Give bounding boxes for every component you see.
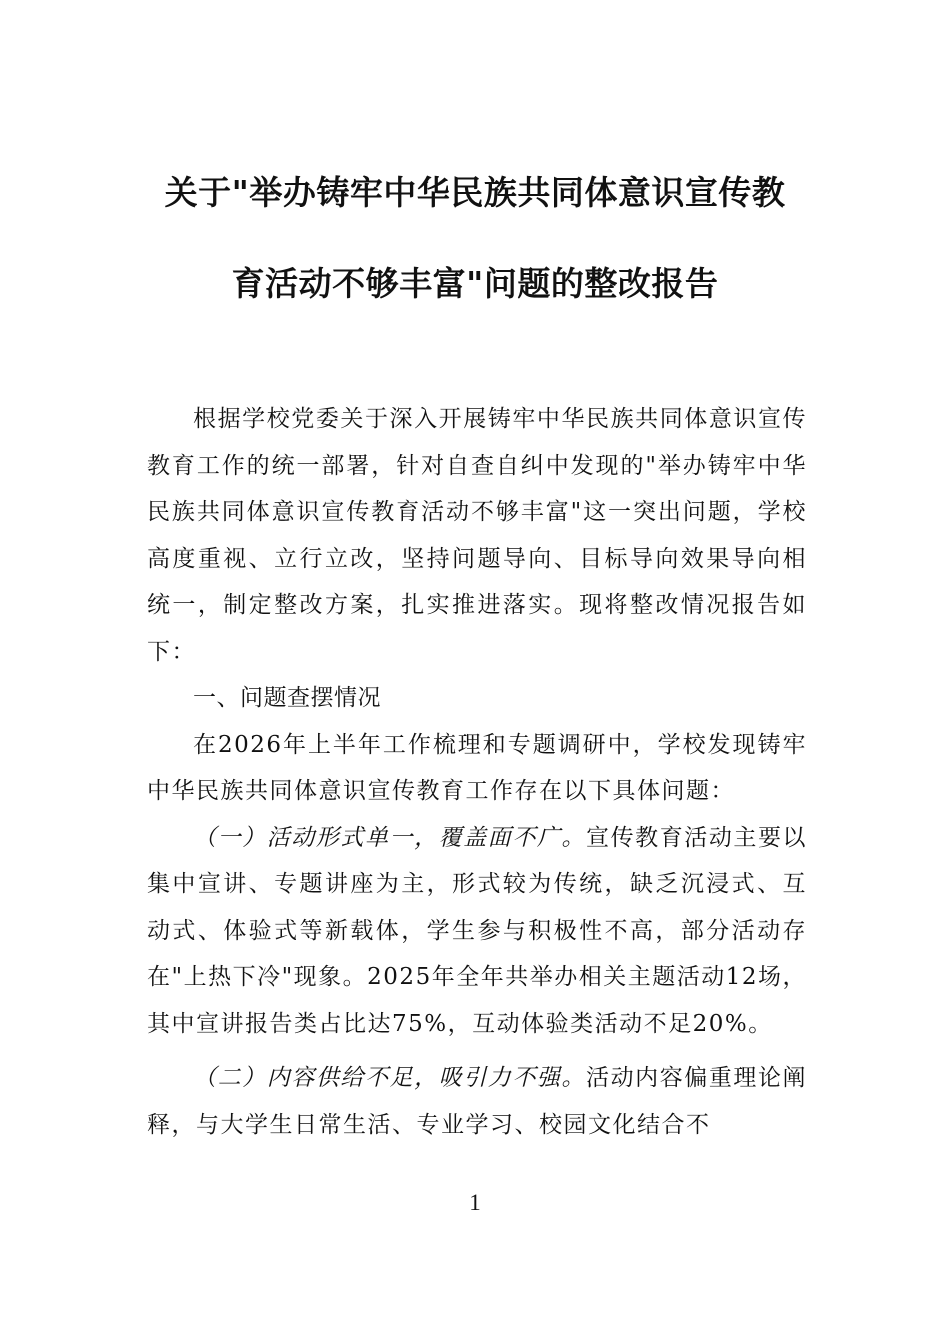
issue-item-1 <box>147 815 807 1048</box>
issue-item-2-lead: （二）内容供给不足，吸引力不强。 <box>193 1065 586 1091</box>
issue-item-2 <box>147 1055 807 1148</box>
issue-item-2-text: 活动内容偏重理论阐释，与大学生日常生活、专业学习、校园文化结合不 <box>147 1065 807 1138</box>
document-body <box>147 396 807 1148</box>
paragraph-spacer <box>147 1047 807 1055</box>
document-title <box>140 168 810 350</box>
section-heading-1: 一、问题查摆情况 <box>193 685 381 711</box>
section-1-intro-paragraph: 在2026年上半年工作梳理和专题调研中，学校发现铸牢中华民族共同体意识宣传教育工作存在以下具体问题： <box>147 731 807 804</box>
title-line-1: 关于"举办铸牢中华民族共同体意识宣传教 <box>164 173 786 212</box>
title-line-2: 育活动不够丰富"问题的整改报告 <box>231 264 719 303</box>
intro-paragraph: 根据学校党委关于深入开展铸牢中华民族共同体意识宣传教育工作的统一部署，针对自查自纠中发现的"举办铸牢中华民族共同体意识宣传教育活动不够丰富"这一突出问题，学校高度重视、立行立改，坚持问题导向、目标导向效果导向相统一，制定整改方案，扎实推进落实。现将整改情况报告如下： <box>147 406 807 665</box>
issue-item-1-text: 宣传教育活动主要以集中宣讲、专题讲座为主，形式较为传统，缺乏沉浸式、互动式、体验式等新载体，学生参与积极性不高，部分活动存在"上热下冷"现象。2025年全年共举办相关主题活动12场，其中宣讲报告类占比达75%，互动体验类活动不足20%。 <box>147 824 807 1037</box>
issue-item-1-lead: （一）活动形式单一，覆盖面不广。 <box>193 824 586 851</box>
page-number: 1 <box>469 1190 481 1215</box>
